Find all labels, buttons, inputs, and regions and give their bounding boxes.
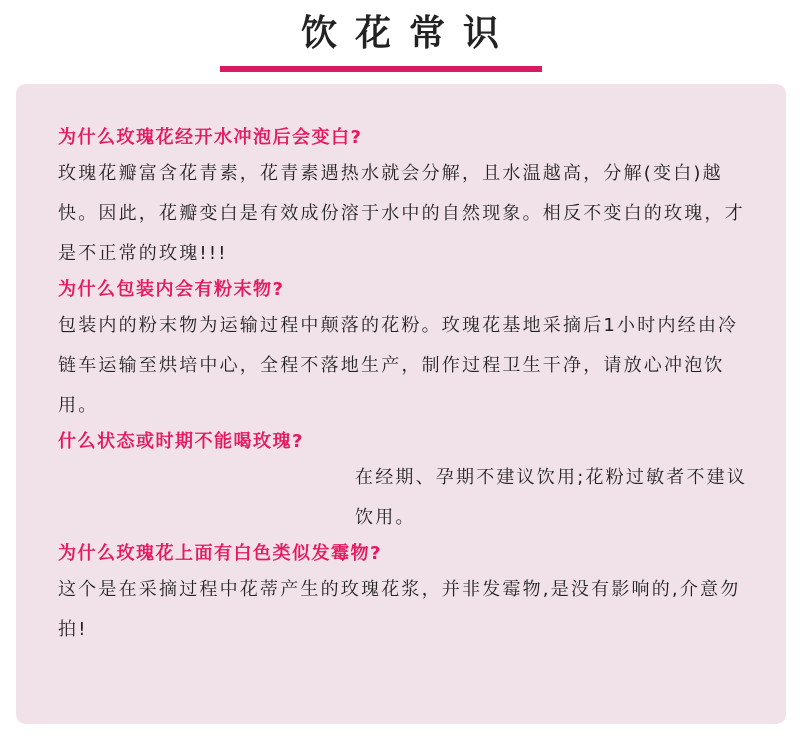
faq-question-1: 为什么玫瑰花经开水冲泡后会变白? — [58, 127, 363, 148]
faq-answer-4: 这个是在采摘过程中花蒂产生的玫瑰花浆，并非发霉物,是没有影响的,介意勿拍! — [58, 579, 741, 640]
page-title: 饮花常识 — [300, 13, 517, 54]
faq-question-2: 为什么包装内会有粉末物? — [58, 279, 285, 300]
faq-card — [16, 84, 786, 724]
faq-answer-2: 包装内的粉末物为运输过程中颠落的花粉。玫瑰花基地采摘后1小时内经由冷链车运输至烘培中心，全程不落地生产，制作过程卫生干净，请放心冲泡饮用。 — [58, 315, 739, 416]
faq-list — [58, 122, 758, 650]
faq-answer-1: 玫瑰花瓣富含花青素，花青素遇热水就会分解，且水温越高，分解(变白)越快。因此，花瓣变白是有效成份溶于水中的自然现象。相反不变白的玫瑰，才是不正常的玫瑰!!! — [58, 163, 745, 264]
faq-answer-3: 在经期、孕期不建议饮用;花粉过敏者不建议饮用。 — [355, 467, 748, 528]
faq-question-3: 什么状态或时期不能喝玫瑰? — [58, 431, 304, 452]
faq-question-4: 为什么玫瑰花上面有白色类似发霉物? — [58, 543, 382, 564]
faq-answer-3-block — [58, 458, 758, 538]
title-underline — [220, 66, 542, 72]
